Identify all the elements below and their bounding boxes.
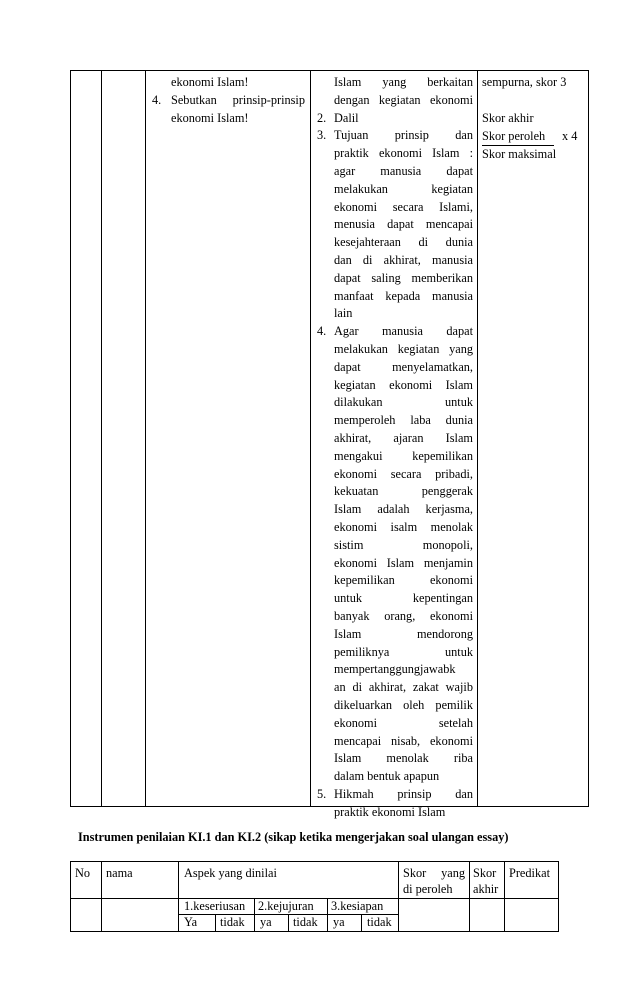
answer-text: Islam mendorong bbox=[334, 626, 473, 641]
section-heading: Instrumen penilaian KI.1 dan KI.2 (sikap ketika mengerjakan soal ulangan essay) bbox=[78, 830, 509, 844]
answer-text: ekonomi isalm menolak bbox=[334, 520, 473, 534]
upper-col-border bbox=[101, 70, 102, 807]
answer-text: Hikmah prinsip dan bbox=[334, 787, 473, 801]
question-number: 4. bbox=[152, 93, 162, 107]
scoring-text: Skor akhir bbox=[482, 111, 534, 125]
option-ya: Ya bbox=[184, 915, 198, 929]
option-tidak: tidak bbox=[220, 915, 245, 929]
answer-text: Islam adalah kerjasma, bbox=[334, 502, 473, 517]
answer-text: Islam menolak riba bbox=[334, 751, 473, 766]
answer-text: dapat menyelamatkan, bbox=[334, 359, 473, 374]
answer-text: lain bbox=[334, 306, 353, 321]
aspect-keseriusan: 1.keseriusan bbox=[184, 899, 246, 913]
upper-col-border bbox=[145, 70, 146, 807]
header-nama: nama bbox=[106, 866, 133, 880]
answer-text: mempertanggungjawabk bbox=[334, 662, 456, 677]
answer-number: 3. bbox=[317, 128, 327, 143]
answer-text: mengakui kepemilikan bbox=[334, 448, 473, 463]
answer-text: dan di akhirat, manusia bbox=[334, 253, 473, 267]
table-border bbox=[70, 861, 558, 862]
upper-col-border bbox=[310, 70, 311, 807]
answer-text: akhirat, ajaran Islam bbox=[334, 431, 473, 445]
answer-text: manfaat kepada manusia bbox=[334, 288, 473, 303]
answer-text: untuk kepentingan bbox=[334, 591, 473, 606]
answer-text: pemiliknya untuk bbox=[334, 644, 473, 659]
answer-text: ekonomi Islam menjamin bbox=[334, 555, 473, 570]
table-border bbox=[558, 861, 559, 932]
table-border bbox=[101, 861, 102, 932]
option-ya: ya bbox=[260, 915, 272, 929]
header-skor-akhir: akhir bbox=[473, 882, 499, 896]
score-fraction-denominator: Skor maksimal bbox=[482, 147, 557, 161]
question-text: ekonomi Islam! bbox=[171, 75, 249, 89]
answer-text: ekonomi setelah bbox=[334, 715, 473, 730]
answer-number: 4. bbox=[317, 324, 327, 339]
table-border bbox=[70, 898, 178, 899]
answer-text: melakukan kegiatan bbox=[334, 181, 473, 196]
answer-number: 2. bbox=[317, 110, 327, 125]
answer-text: Agar manusia dapat bbox=[334, 324, 473, 339]
table-border bbox=[178, 861, 179, 932]
answer-text: ekonomi secara Islami, bbox=[334, 199, 473, 214]
answer-text: melakukan kegiatan yang bbox=[334, 342, 473, 356]
aspect-kejujuran: 2.kejujuran bbox=[258, 899, 314, 913]
answer-text: praktik ekonomi Islam : bbox=[334, 146, 473, 161]
answer-text: dikeluarkan oleh pemilik bbox=[334, 698, 473, 712]
score-fraction-numerator: Skor peroleh bbox=[482, 129, 546, 143]
upper-table-top-border bbox=[70, 70, 588, 71]
question-text: Sebutkan prinsip-prinsip bbox=[171, 93, 305, 107]
answer-text: Dalil bbox=[334, 110, 359, 125]
upper-col-border bbox=[70, 70, 71, 807]
header-aspek: Aspek yang dinilai bbox=[184, 866, 277, 880]
answer-text: dilakukan untuk bbox=[334, 395, 473, 410]
table-border bbox=[469, 861, 470, 932]
answer-text: menusia dapat mencapai bbox=[334, 217, 473, 232]
answer-text: kepemilikan ekonomi bbox=[334, 573, 473, 588]
scoring-text: sempurna, skor 3 bbox=[482, 75, 567, 89]
answer-text: banyak orang, ekonomi bbox=[334, 609, 473, 623]
table-border bbox=[254, 898, 255, 932]
answer-text: sistim monopoli, bbox=[334, 537, 473, 552]
score-multiplier: x 4 bbox=[562, 129, 578, 143]
upper-table-bottom-border bbox=[70, 806, 588, 807]
option-ya: ya bbox=[333, 915, 345, 929]
answer-text: dapat saling memberikan bbox=[334, 270, 473, 285]
header-no: No bbox=[75, 866, 91, 880]
table-border bbox=[327, 898, 328, 932]
header-skor-akhir: Skor bbox=[473, 866, 497, 880]
answer-text: ekonomi secara pribadi, bbox=[334, 466, 473, 481]
upper-col-border bbox=[588, 70, 589, 807]
answer-text: kegiatan ekonomi Islam bbox=[334, 377, 473, 392]
answer-text: dengan kegiatan ekonomi bbox=[334, 92, 473, 107]
answer-text: Islam yang berkaitan bbox=[334, 75, 473, 89]
option-tidak: tidak bbox=[367, 915, 392, 929]
answer-text: an di akhirat, zakat wajib bbox=[334, 680, 473, 695]
option-tidak: tidak bbox=[293, 915, 318, 929]
table-border bbox=[215, 914, 216, 932]
answer-number: 5. bbox=[317, 787, 327, 801]
table-border bbox=[398, 861, 399, 932]
answer-text: praktik ekonomi Islam bbox=[334, 804, 446, 819]
answer-text: dalam bentuk apapun bbox=[334, 769, 440, 784]
answer-text: agar manusia dapat bbox=[334, 164, 473, 178]
header-skor-peroleh: di peroleh bbox=[403, 882, 453, 896]
table-border bbox=[288, 914, 289, 932]
answer-text: mencapai nisab, ekonomi bbox=[334, 733, 473, 748]
table-border bbox=[504, 861, 505, 932]
table-border bbox=[361, 914, 362, 932]
question-text: ekonomi Islam! bbox=[171, 111, 249, 125]
answer-text: memperoleh laba dunia bbox=[334, 413, 473, 428]
answer-text: kesejahteraan di dunia bbox=[334, 235, 473, 250]
upper-col-border bbox=[477, 70, 478, 807]
table-border bbox=[70, 861, 71, 932]
answer-text: kekuatan penggerak bbox=[334, 484, 473, 499]
header-skor-peroleh: Skor yang bbox=[403, 866, 465, 880]
answer-text: Tujuan prinsip dan bbox=[334, 128, 473, 143]
header-predikat: Predikat bbox=[509, 866, 550, 880]
aspect-kesiapan: 3.kesiapan bbox=[331, 899, 384, 913]
